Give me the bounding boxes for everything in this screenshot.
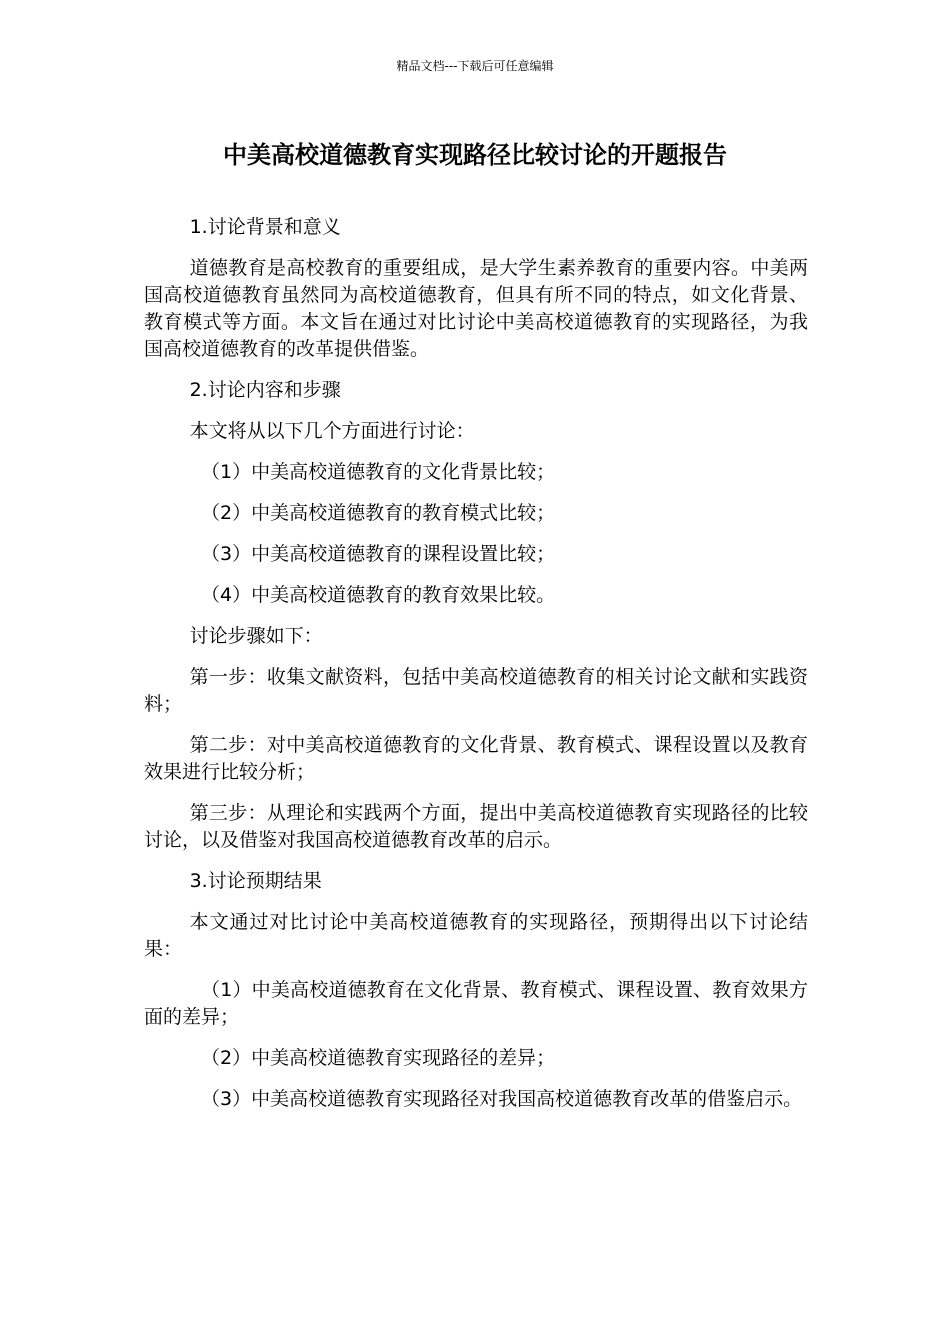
paragraph-background: 道德教育是高校教育的重要组成，是大学生素养教育的重要内容。中美两国高校道德教育虽然同为高校道德教育，但具有所不同的特点，如文化背景、教育模式等方面。本文旨在通过对比讨论中美高校道德教育的实现路径，为我国高校道德教育的改革提供借鉴。	[144, 257, 808, 360]
section-heading-results: 3.讨论预期结果	[189, 870, 322, 892]
list-item: （1）中美高校道德教育在文化背景、教育模式、课程设置、教育效果方面的差异；	[144, 979, 808, 1028]
paragraph-content-intro: 本文将从以下几个方面进行讨论：	[189, 420, 475, 442]
document-title: 中美高校道德教育实现路径比较讨论的开题报告	[223, 141, 727, 169]
list-item: （2）中美高校道德教育实现路径的差异；	[201, 1047, 556, 1069]
paragraph-results-intro: 本文通过对比讨论中美高校道德教育的实现路径，预期得出以下讨论结果：	[144, 911, 808, 960]
paragraph-step-2: 第二步：对中美高校道德教育的文化背景、教育模式、课程设置以及教育效果进行比较分析；	[144, 734, 808, 783]
section-heading-content: 2.讨论内容和步骤	[189, 379, 341, 401]
paragraph-step-1: 第一步：收集文献资料，包括中美高校道德教育的相关讨论文献和实践资料；	[144, 666, 808, 715]
page-header: 精品文档---下载后可任意编辑	[396, 59, 554, 73]
list-item: （3）中美高校道德教育实现路径对我国高校道德教育改革的借鉴启示。	[201, 1088, 803, 1110]
list-item: （4）中美高校道德教育的教育效果比较。	[201, 584, 556, 606]
list-item: （3）中美高校道德教育的课程设置比较；	[201, 543, 556, 565]
list-item: （1）中美高校道德教育的文化背景比较；	[201, 461, 556, 483]
paragraph-step-3: 第三步：从理论和实践两个方面，提出中美高校道德教育实现路径的比较讨论，以及借鉴对我国高校道德教育改革的启示。	[144, 802, 808, 851]
paragraph-steps-intro: 讨论步骤如下：	[189, 625, 323, 647]
document-body	[144, 214, 808, 1127]
section-heading-background: 1.讨论背景和意义	[189, 216, 341, 238]
list-item: （2）中美高校道德教育的教育模式比较；	[201, 502, 556, 524]
